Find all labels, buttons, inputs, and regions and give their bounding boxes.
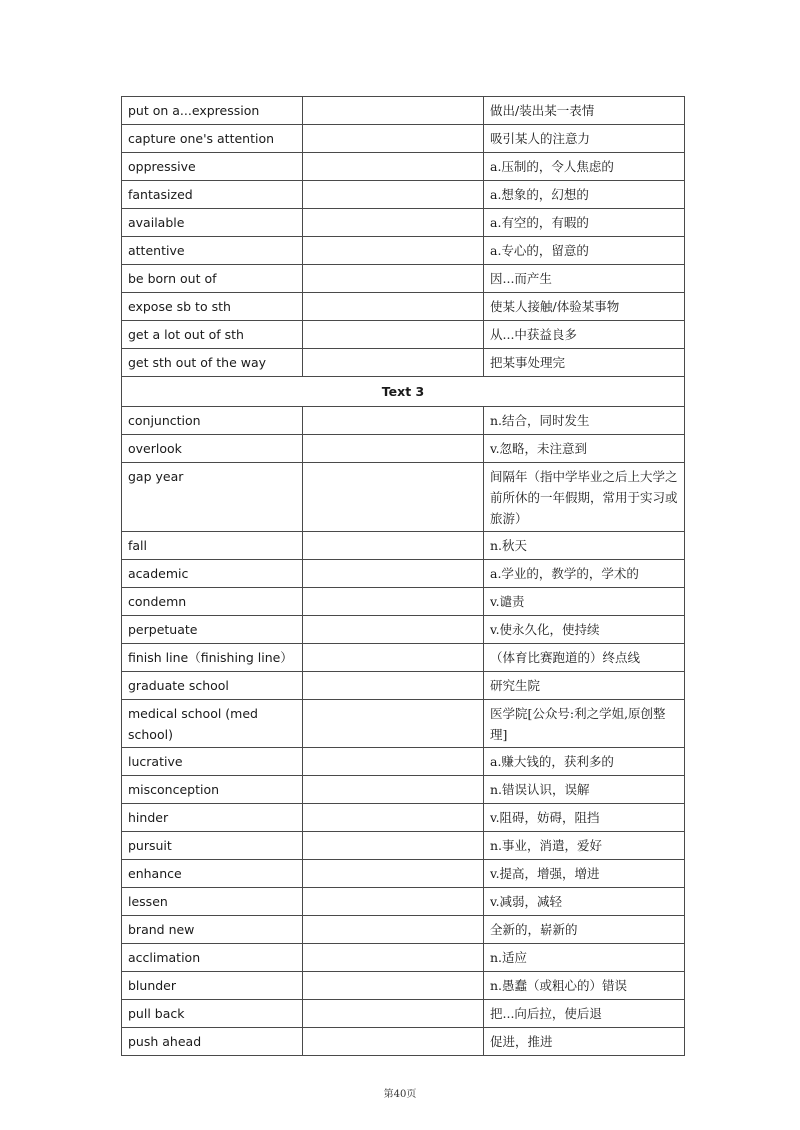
table-row (122, 407, 685, 435)
blank-cell (303, 776, 484, 804)
blank-cell (303, 237, 484, 265)
blank-cell (303, 944, 484, 972)
table-row (122, 265, 685, 293)
blank-cell (303, 1000, 484, 1028)
definition-cell: v.阻碍，妨碍，阻挡 (484, 804, 685, 832)
blank-cell (303, 560, 484, 588)
definition-cell: n.事业，消遣，爱好 (484, 832, 685, 860)
term-cell: gap year (122, 463, 303, 532)
table-row (122, 804, 685, 832)
blank-cell (303, 321, 484, 349)
blank-cell (303, 804, 484, 832)
table-row (122, 435, 685, 463)
section-header-row (122, 377, 685, 407)
definition-cell: 做出/装出某一表情 (484, 97, 685, 125)
term-cell: lucrative (122, 748, 303, 776)
term-cell: misconception (122, 776, 303, 804)
definition-cell: 因...而产生 (484, 265, 685, 293)
definition-cell: 把...向后拉，使后退 (484, 1000, 685, 1028)
vocabulary-table-body (122, 97, 685, 1056)
blank-cell (303, 532, 484, 560)
term-cell: blunder (122, 972, 303, 1000)
definition-cell: a.学业的，教学的，学术的 (484, 560, 685, 588)
blank-cell (303, 672, 484, 700)
term-cell: pull back (122, 1000, 303, 1028)
blank-cell (303, 349, 484, 377)
table-row (122, 349, 685, 377)
definition-cell: （体育比赛跑道的）终点线 (484, 644, 685, 672)
blank-cell (303, 125, 484, 153)
definition-cell: 把某事处理完 (484, 349, 685, 377)
table-row (122, 293, 685, 321)
definition-cell: 间隔年（指中学毕业之后上大学之前所休的一年假期，常用于实习或旅游） (484, 463, 685, 532)
blank-cell (303, 265, 484, 293)
term-cell: enhance (122, 860, 303, 888)
blank-cell (303, 588, 484, 616)
term-cell: oppressive (122, 153, 303, 181)
term-cell: acclimation (122, 944, 303, 972)
table-row (122, 916, 685, 944)
definition-cell: n.错误认识，误解 (484, 776, 685, 804)
term-cell: get sth out of the way (122, 349, 303, 377)
term-cell: be born out of (122, 265, 303, 293)
definition-cell: a.有空的，有暇的 (484, 209, 685, 237)
term-cell: finish line（finishing line） (122, 644, 303, 672)
table-row (122, 209, 685, 237)
definition-cell: 从...中获益良多 (484, 321, 685, 349)
section-title: Text 3 (122, 377, 685, 407)
table-row (122, 588, 685, 616)
blank-cell (303, 463, 484, 532)
term-cell: overlook (122, 435, 303, 463)
blank-cell (303, 1028, 484, 1056)
blank-cell (303, 616, 484, 644)
definition-cell: n.愚蠢（或粗心的）错误 (484, 972, 685, 1000)
definition-cell: v.使永久化，使持续 (484, 616, 685, 644)
table-row (122, 181, 685, 209)
blank-cell (303, 832, 484, 860)
table-row (122, 888, 685, 916)
table-row (122, 321, 685, 349)
table-row (122, 832, 685, 860)
definition-cell: n.结合，同时发生 (484, 407, 685, 435)
vocabulary-table (121, 96, 685, 1056)
blank-cell (303, 644, 484, 672)
term-cell: get a lot out of sth (122, 321, 303, 349)
table-row (122, 672, 685, 700)
definition-cell: v.提高，增强，增进 (484, 860, 685, 888)
definition-cell: 促进，推进 (484, 1028, 685, 1056)
blank-cell (303, 888, 484, 916)
blank-cell (303, 97, 484, 125)
definition-cell: n.适应 (484, 944, 685, 972)
definition-cell: 全新的，崭新的 (484, 916, 685, 944)
definition-cell: 使某人接触/体验某事物 (484, 293, 685, 321)
table-row (122, 944, 685, 972)
blank-cell (303, 209, 484, 237)
term-cell: academic (122, 560, 303, 588)
term-cell: fantasized (122, 181, 303, 209)
blank-cell (303, 860, 484, 888)
table-row (122, 644, 685, 672)
definition-cell: 吸引某人的注意力 (484, 125, 685, 153)
blank-cell (303, 435, 484, 463)
table-row (122, 748, 685, 776)
definition-cell: v.减弱，减轻 (484, 888, 685, 916)
term-cell: conjunction (122, 407, 303, 435)
definition-cell: a.赚大钱的，获利多的 (484, 748, 685, 776)
blank-cell (303, 916, 484, 944)
term-cell: attentive (122, 237, 303, 265)
table-row (122, 560, 685, 588)
table-row (122, 860, 685, 888)
blank-cell (303, 407, 484, 435)
page-number: 第40页 (383, 1089, 417, 1100)
definition-cell: a.专心的，留意的 (484, 237, 685, 265)
definition-cell: 研究生院 (484, 672, 685, 700)
term-cell: perpetuate (122, 616, 303, 644)
definition-cell: 医学院[公众号:利之学姐,原创整理] (484, 700, 685, 748)
table-row (122, 237, 685, 265)
table-row (122, 125, 685, 153)
table-row (122, 532, 685, 560)
blank-cell (303, 293, 484, 321)
definition-cell: a.压制的，令人焦虑的 (484, 153, 685, 181)
term-cell: medical school (med school) (122, 700, 303, 748)
term-cell: pursuit (122, 832, 303, 860)
term-cell: push ahead (122, 1028, 303, 1056)
table-row (122, 97, 685, 125)
table-row (122, 972, 685, 1000)
table-row (122, 463, 685, 532)
term-cell: graduate school (122, 672, 303, 700)
definition-cell: v.忽略，未注意到 (484, 435, 685, 463)
definition-cell: v.谴责 (484, 588, 685, 616)
table-row (122, 1028, 685, 1056)
term-cell: brand new (122, 916, 303, 944)
table-row (122, 616, 685, 644)
term-cell: condemn (122, 588, 303, 616)
term-cell: hinder (122, 804, 303, 832)
blank-cell (303, 153, 484, 181)
term-cell: capture one's attention (122, 125, 303, 153)
term-cell: available (122, 209, 303, 237)
blank-cell (303, 181, 484, 209)
term-cell: put on a...expression (122, 97, 303, 125)
table-row (122, 700, 685, 748)
term-cell: fall (122, 532, 303, 560)
definition-cell: a.想象的，幻想的 (484, 181, 685, 209)
definition-cell: n.秋天 (484, 532, 685, 560)
blank-cell (303, 748, 484, 776)
term-cell: lessen (122, 888, 303, 916)
term-cell: expose sb to sth (122, 293, 303, 321)
table-row (122, 153, 685, 181)
blank-cell (303, 700, 484, 748)
blank-cell (303, 972, 484, 1000)
table-row (122, 1000, 685, 1028)
table-row (122, 776, 685, 804)
